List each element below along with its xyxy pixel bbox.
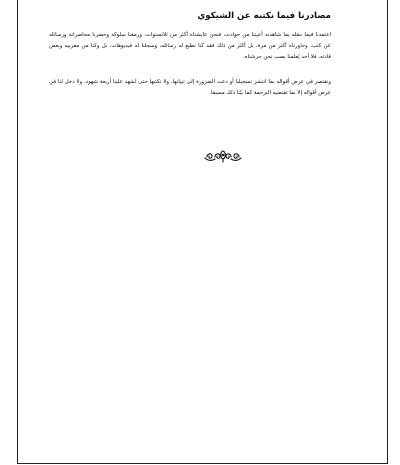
- body-paragraph-1: اعتمدنا فيما ننقله بما شاهدنه أعيننا من حوادث، فنحن عايشناه أكثر من ثلاثسنوات، ورمقنا سلوكه وحضرنا محاضراته ورسائله عن كثب، وحاورناه أكثر من مرة، بل أكثر من ذلك فقد كنا نطبع له رسائله، وسجلنا له فيديوهات، بل وكنا من مقربيه وبعض قادته، فلا أحد يُعلمنا بصب نحن حرشناه.: [49, 32, 331, 60]
- document-page: [17, 0, 388, 464]
- floral-divider-ornament-icon: [203, 148, 243, 164]
- section-heading: مصادرنا فيما نكتبه عن الشيكوي: [197, 11, 331, 21]
- body-paragraph-2: ونقتصر في عرض أقواله بما انتشر تسجيليا أو دعت الضرورة إلى تبيانها، ولا نكتبها حتى نُشهد علينا أربعة شهود، ولا دخل لنا في عرض أقواله إلا بما تقتضيه الترجمة كما بيّنا ذلك مسبقا.: [49, 79, 331, 96]
